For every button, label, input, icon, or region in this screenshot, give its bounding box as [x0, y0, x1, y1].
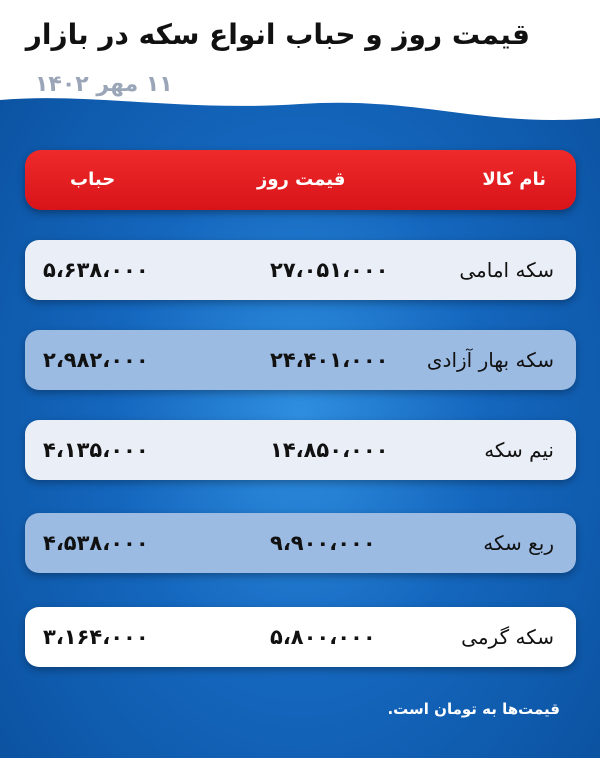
row-price: ۹،۹۰۰،۰۰۰: [270, 531, 376, 555]
row-name: سکه بهار آزادی: [426, 348, 554, 372]
table-row: [25, 513, 576, 573]
row-price: ۵،۸۰۰،۰۰۰: [270, 625, 376, 649]
row-bubble: ۳،۱۶۴،۰۰۰: [43, 625, 149, 649]
row-name: سکه امامی: [459, 258, 554, 282]
header-price: قیمت روز: [257, 169, 346, 190]
date-label: ۱۱ مهر ۱۴۰۲: [35, 72, 173, 97]
header-bubble: حباب: [70, 169, 116, 190]
row-price: ۱۴،۸۵۰،۰۰۰: [270, 438, 389, 462]
table-row: [25, 607, 576, 667]
table-row: [25, 330, 576, 390]
footer-note: قیمت‌ها به تومان است.: [387, 700, 560, 718]
row-price: ۲۴،۴۰۱،۰۰۰: [270, 348, 389, 372]
row-name: نیم سکه: [484, 438, 554, 462]
table-row: [25, 240, 576, 300]
table-row: [25, 420, 576, 480]
row-bubble: ۴،۵۳۸،۰۰۰: [43, 531, 149, 555]
row-price: ۲۷،۰۵۱،۰۰۰: [270, 258, 389, 282]
row-name: سکه گرمی: [461, 625, 554, 649]
row-bubble: ۲،۹۸۲،۰۰۰: [43, 348, 149, 372]
page-title: قیمت روز و حباب انواع سکه در بازار: [25, 18, 530, 51]
row-bubble: ۴،۱۳۵،۰۰۰: [43, 438, 149, 462]
table-header: [25, 150, 576, 210]
row-name: ربع سکه: [483, 531, 554, 555]
header-name: نام کالا: [482, 169, 546, 190]
row-bubble: ۵،۶۳۸،۰۰۰: [43, 258, 149, 282]
